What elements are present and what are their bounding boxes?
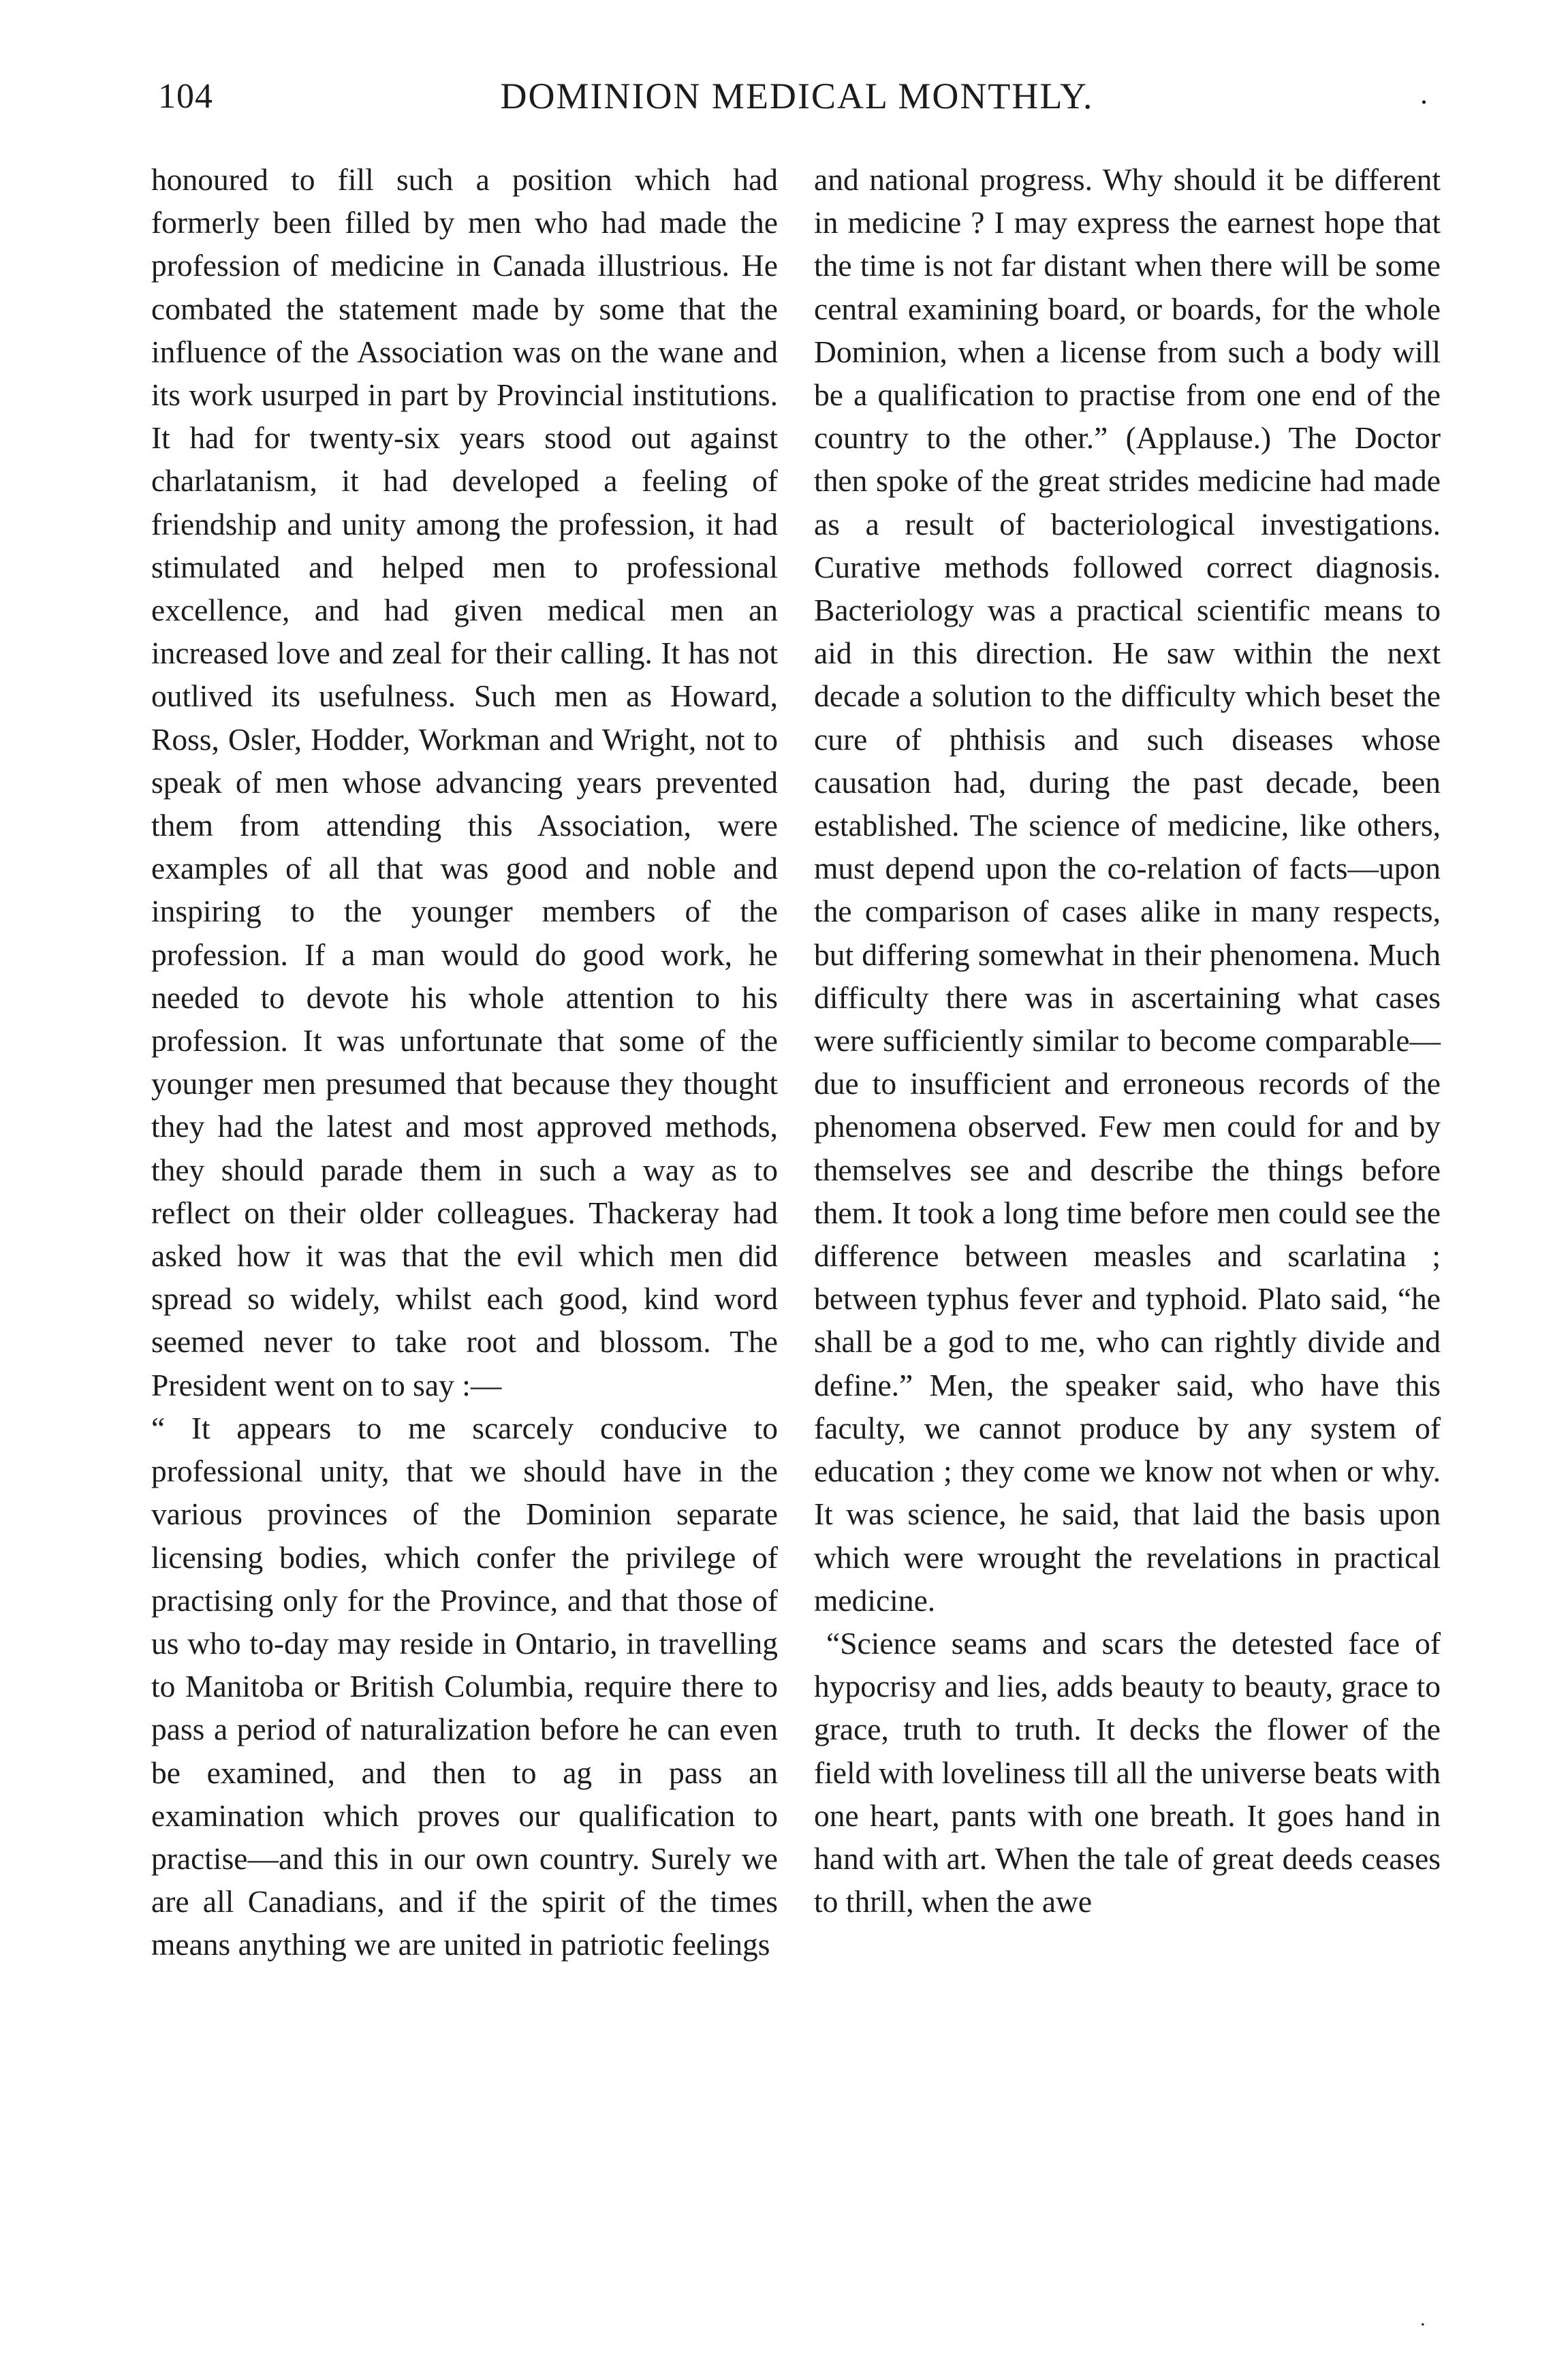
right-paragraph-1: and national progress. Why should it be different in medicine ? I may express the earnest hope that the time is not far distant when there will be some central examining board, or boards, for the whole Dominion, when a license from such a body will be a qualification to practise from one end of the country to the other.” (Applause.) The Doctor then spoke of the great strides medicine had made as a result of bacteriological investigations. Curative methods followed correct diagnosis. Bacteriology was a practical scientific means to aid in this direction. He saw within the next decade a solution to the difficulty which beset the cure of phthisis and such diseases whose causation had, during the past decade, been established. The science of medicine, like others, must depend upon the co-relation of facts—upon the comparison of cases alike in many respects, but differing somewhat in their phenomena. Much difficulty there was in ascertaining what cases were sufficiently similar to become comparable—due to insufficient and erroneous records of the phenomena observed. Few men could for and by themselves see and describe the things before them. It took a long time before men could see the difference between measles and scarlatina ; between typhus fever and typhoid. Plato said, “he shall be a god to me, who can rightly divide and define.” Men, the speaker said, who have this faculty, we cannot produce by any system of education ; they come we know not when or why. It was science, he said, that laid the basis upon which were wrought the revelations in practical medicine. [814, 162, 1441, 1618]
left-paragraph-2: “ It appears to me scarcely conducive to professional unity, that we should have in the various provinces of the Dominion separate licensing bodies, which confer the privilege of practising only for the Province, and that those of us who to-day may reside in Ontario, in travelling to Manitoba or British Columbia, require there to pass a period of naturalization before he can even be examined, and then to ag in pass an examination which proves our qualification to practise—and this in our own country. Surely we are all Canadians, and if the spirit of the times means anything we are united in patriotic feelings [151, 1410, 778, 1962]
page-header [0, 0, 1568, 136]
right-column [814, 158, 1441, 1923]
header-mark: . [1420, 77, 1428, 110]
right-paragraph-2: “Science seams and scars the detested face of hypocrisy and lies, adds beauty to beauty, grace to grace, truth to truth. It decks the flower of the field with loveliness till all the universe beats with one heart, pants with one breath. It goes hand in hand with art. When the tale of great deeds ceases to thrill, when the awe [814, 1625, 1441, 1919]
left-paragraph-1: honoured to fill such a position which had formerly been filled by men who had made the profession of medicine in Canada illustrious. He combated the statement made by some that the influence of the Association was on the wane and its work usurped in part by Provincial institutions. It had for twenty-six years stood out against charlatanism, it had developed a feeling of friendship and unity among the profession, it had stimulated and helped men to professional excellence, and had given medical men an increased love and zeal for their calling. It has not outlived its usefulness. Such men as Howard, Ross, Osler, Hodder, Workman and Wright, not to speak of men whose advancing years prevented them from attending this Association, were examples of all that was good and noble and inspiring to the younger members of the profession. If a man would do good work, he needed to devote his whole attention to his profession. It was unfortunate that some of the younger men presumed that because they thought they had the latest and most approved methods, they should parade them in such a way as to reflect on their older colleagues. Thackeray had asked how it was that the evil which men did spread so widely, whilst each good, kind word seemed never to take root and blossom. The President went on to say :— [151, 162, 778, 1402]
page-number: 104 [158, 77, 213, 116]
footer-mark: . [1420, 2308, 1426, 2330]
left-column [151, 158, 778, 1966]
running-title: DOMINION MEDICAL MONTHLY. [500, 76, 1094, 116]
